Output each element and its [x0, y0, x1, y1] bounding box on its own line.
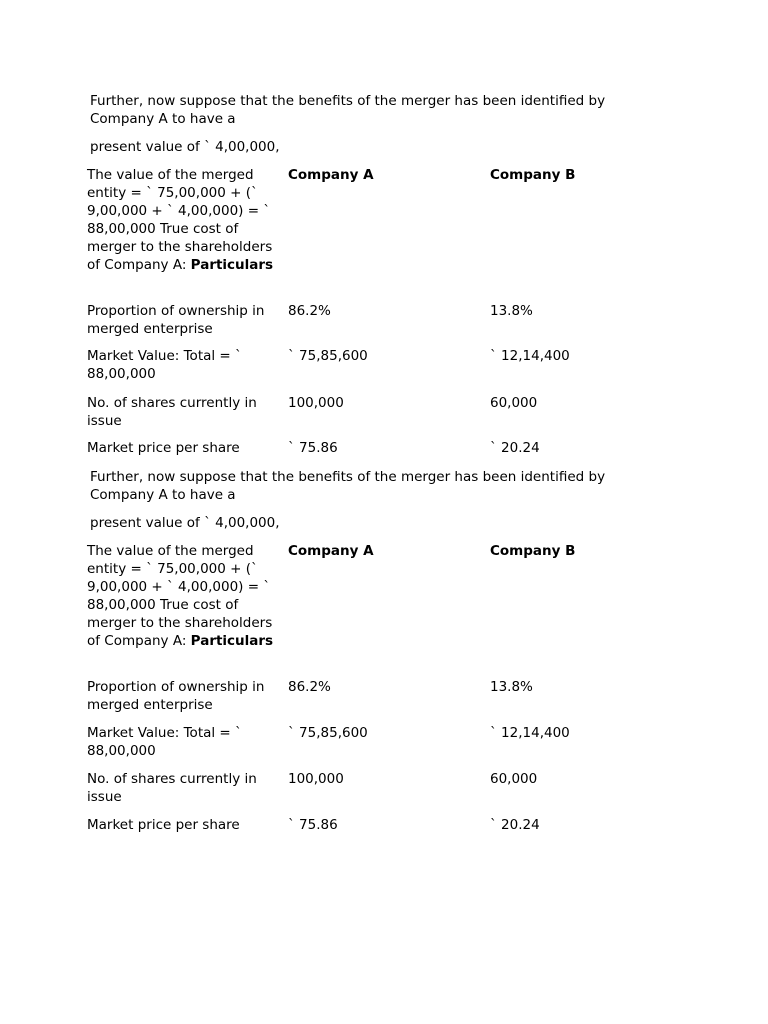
row-label: Proportion of ownership in merged enterprise: [87, 303, 265, 337]
particulars-header-cell: [87, 542, 277, 650]
company-a-value: ` 75,85,600: [288, 725, 368, 741]
particulars-heading: Particulars: [190, 257, 274, 273]
row-label: Market price per share: [87, 440, 240, 456]
company-b-value: 60,000: [490, 395, 538, 411]
company-a-value: ` 75.86: [288, 440, 338, 456]
company-b-heading: Company B: [490, 543, 576, 559]
row-label: No. of shares currently in issue: [87, 395, 257, 429]
company-a-value: 100,000: [288, 395, 344, 411]
company-b-value: 13.8%: [490, 679, 533, 695]
particulars-heading: Particulars: [190, 633, 274, 649]
company-b-value: ` 20.24: [490, 440, 540, 456]
company-b-value: ` 12,14,400: [490, 348, 570, 364]
merged-value-description: The value of the merged entity = ` 75,00,000 + (` 9,00,000 + ` 4,00,000) = ` 88,00,000 True cost of merger to the shareholders of Company A:: [87, 543, 273, 649]
company-a-value: 100,000: [288, 771, 344, 787]
company-b-value: 13.8%: [490, 303, 533, 319]
merged-value-description: The value of the merged entity = ` 75,00,000 + (` 9,00,000 + ` 4,00,000) = ` 88,00,000 True cost of merger to the shareholders of Company A:: [87, 167, 273, 273]
present-value-line: present value of ` 4,00,000,: [90, 515, 280, 531]
particulars-header-cell: [87, 166, 277, 274]
company-a-value: ` 75.86: [288, 817, 338, 833]
company-a-value: 86.2%: [288, 303, 331, 319]
row-label: Market Value: Total = ` 88,00,000: [87, 348, 242, 382]
row-label: No. of shares currently in issue: [87, 771, 257, 805]
row-label: Market Value: Total = ` 88,00,000: [87, 725, 242, 759]
company-b-heading: Company B: [490, 167, 576, 183]
company-b-value: ` 20.24: [490, 817, 540, 833]
intro-paragraph: Further, now suppose that the benefits of the merger has been identified by Company A to have a: [90, 469, 606, 503]
company-a-value: ` 75,85,600: [288, 348, 368, 364]
present-value-line: present value of ` 4,00,000,: [90, 139, 280, 155]
company-a-heading: Company A: [288, 167, 374, 183]
company-a-value: 86.2%: [288, 679, 331, 695]
row-label: Proportion of ownership in merged enterprise: [87, 679, 265, 713]
intro-paragraph: Further, now suppose that the benefits of the merger has been identified by Company A to have a: [90, 93, 606, 127]
company-b-value: 60,000: [490, 771, 538, 787]
company-b-value: ` 12,14,400: [490, 725, 570, 741]
company-a-heading: Company A: [288, 543, 374, 559]
row-label: Market price per share: [87, 817, 240, 833]
